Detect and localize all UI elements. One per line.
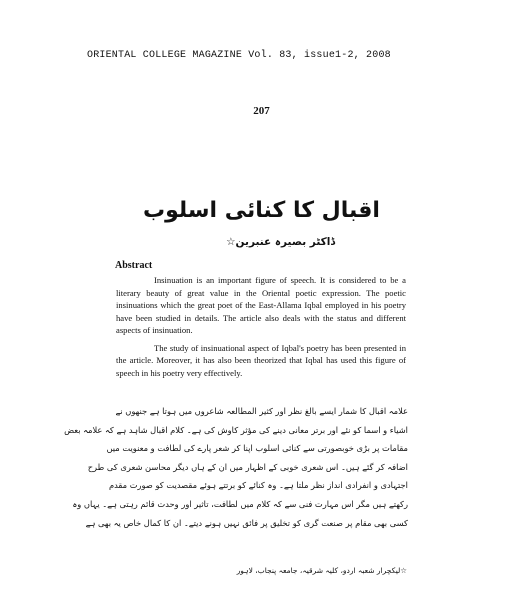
footnote: ☆لیکچرار شعبہ اردو، کلیہ شرقیہ، جامعہ پنجاب، لاہور xyxy=(236,566,407,575)
body-line: علامہ اقبال کا شمار ایسے بالغ نظر اور کثیر المطالعہ شاعروں میں ہوتا ہے جنھوں نے xyxy=(115,406,408,416)
abstract-body xyxy=(116,274,406,384)
body-line: اشیاء و اسما کو نئے اور برتر معانی دینے کی مؤثر کاوش کی ہے۔ کلام اقبال شاہد ہے کہ علامہ بعض xyxy=(64,424,408,435)
author-name: ڈاکٹر بصیرہ عنبرین☆ xyxy=(226,236,335,248)
page-number: 207 xyxy=(253,105,270,117)
abstract-paragraph: Insinuation is an important figure of speech. It is considered to be a literary beauty of great value in the Oriental poetic expression. The poetic insinuations which the great poet of the East-Allama Iqbal employed in his poetry have been studied in details. The article also deals with the status and different aspects of insinuation. xyxy=(116,275,406,335)
running-header: ORIENTAL COLLEGE MAGAZINE Vol. 83, issue1-2, 2008 xyxy=(87,50,391,61)
body-line: اضافہ کر گئے ہیں۔ اس شعری خوبی کے اظہار میں ان کے ہاں دیگر محاسن شعری کی طرح xyxy=(87,461,408,472)
body-line: اجتہادی و انفرادی انداز نظر ملتا ہے۔ وہ کنائے کو برتتے ہوئے مقصدیت کو صورت مقدم xyxy=(108,480,408,491)
body-line: رکھتے ہیں مگر اس مہارت فنی سے کہ کلام میں لطافت، تاثیر اور وحدت قائم رہتی ہے۔ یہاں وہ xyxy=(72,498,408,509)
urdu-body-text xyxy=(64,402,408,532)
abstract-paragraph: The study of insinuational aspect of Iqbal's poetry has been presented in the article. Moreover, it has also been theorized that Iqbal has used this figure of speech in his poetry very effectively. xyxy=(116,342,406,378)
body-line: کسی بھی مقام پر صنعت گری کو تخلیق پر فائق نہیں ہونے دیتے۔ ان کا کمال خاص یہ بھی ہے xyxy=(85,517,408,528)
abstract-heading: Abstract xyxy=(115,260,153,271)
body-line: مقامات پر بڑی خوبصورتی سے کنائی اسلوب اپنا کر شعر پارے کی لطافت و معنویت میں xyxy=(106,443,408,454)
article-title: اقبال کا کنائی اسلوب xyxy=(143,198,380,223)
